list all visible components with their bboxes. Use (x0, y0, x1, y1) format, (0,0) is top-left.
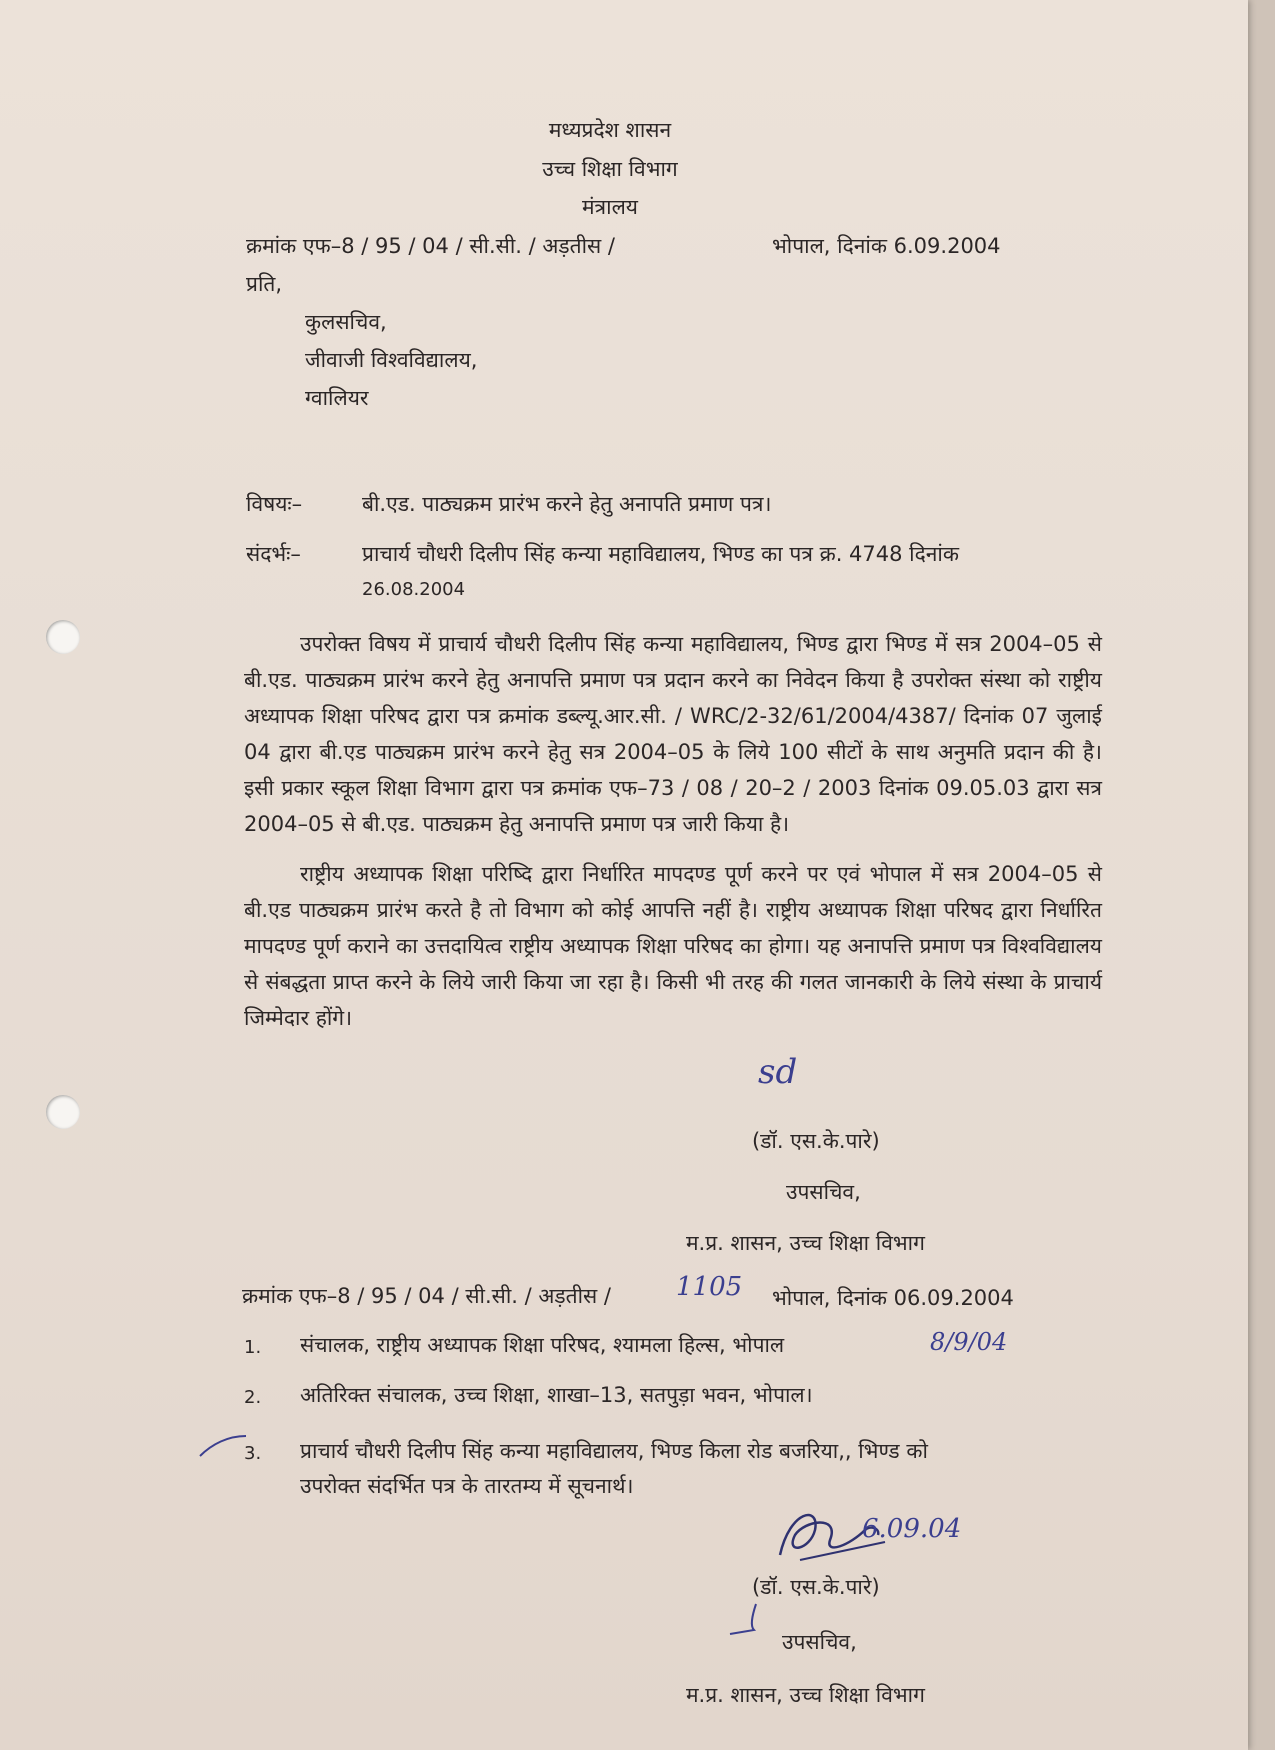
to-university: जीवाजी विश्वविद्यालय, (305, 348, 478, 372)
pen-initial-mark (726, 1600, 776, 1640)
copy-item-2-text: अतिरिक्त संचालक, उच्च शिक्षा, शाखा–13, सतपुड़ा भवन, भोपाल। (300, 1383, 813, 1407)
copy-item-3-num: 3. (244, 1443, 262, 1464)
subject-label: विषयः– (246, 492, 303, 516)
copy-item-1-text: संचालक, राष्ट्रीय अध्यापक शिक्षा परिषद, श्यामला हिल्स, भोपाल (300, 1333, 785, 1357)
handwritten-sign-date: 6.09.04 (862, 1514, 962, 1544)
subject-text: बी.एड. पाठ्यक्रम प्रारंभ करने हेतु अनापति प्रमाण पत्र। (362, 492, 772, 516)
handwritten-dispatch-no: 1105 (676, 1272, 743, 1302)
copy-place-date: भोपाल, दिनांक 06.09.2004 (772, 1286, 1014, 1310)
reference-text: प्राचार्य चौधरी दिलीप सिंह कन्या महाविद्यालय, भिण्ड का पत्र क्र. 4748 दिनांक (362, 542, 959, 566)
signatory1-dept: म.प्र. शासन, उच्च शिक्षा विभाग (686, 1231, 925, 1255)
copy-item-3-text: प्राचार्य चौधरी दिलीप सिंह कन्या महाविद्यालय, भिण्ड किला रोड बजरिया,, भिण्ड को (300, 1439, 928, 1463)
punch-hole-bottom (46, 1095, 80, 1129)
copy-ref-number: क्रमांक एफ–8 / 95 / 04 / सी.सी. / अड़तीस / (242, 1284, 611, 1308)
signatory2-dept: म.प्र. शासन, उच्च शिक्षा विभाग (686, 1683, 925, 1707)
paper-edge (1248, 0, 1275, 1750)
pen-tick-mark (198, 1430, 248, 1460)
punch-hole-top (46, 620, 80, 654)
to-prefix: प्रति, (246, 272, 283, 296)
body-paragraph-2: राष्ट्रीय अध्यापक शिक्षा परिष्दि द्वारा निर्धारित मापदण्ड पूर्ण करने पर एवं भोपाल में सत्र 2004–05 से बी.एड पाठ्यक्रम प्रारंभ करते है तो विभाग को कोई आपत्ति नहीं है। राष्ट्रीय अध्यापक शिक्षा परिषद द्वारा निर्धारित मापदण्ड पूर्ण कराने का उत्तदायित्व राष्ट्रीय अध्यापक शिक्षा परिषद का होगा। यह अनापत्ति प्रमाण पत्र विश्वविद्यालय से संबद्धता प्राप्त करने के लिये जारी किया जा रहा है। किसी भी तरह की गलत जानकारी के लिये संस्था के प्राचार्य जिम्मेदार होंगे। (244, 862, 1102, 1030)
ref-place-date: भोपाल, दिनांक 6.09.2004 (772, 234, 1001, 258)
body-paragraph-1: उपरोक्त विषय में प्राचार्य चौधरी दिलीप सिंह कन्या महाविद्यालय, भिण्ड द्वारा भिण्ड में सत्र 2004–05 से बी.एड. पाठ्यक्रम प्रारंभ करने हेतु अनापत्ति प्रमाण पत्र प्रदान करने का निवेदन किया है उपरोक्त संस्था को राष्ट्रीय अध्यापक शिक्षा परिषद द्वारा पत्र क्रमांक डब्ल्यू.आर.सी. / WRC/2-32/61/2004/4387/ दिनांक 07 जुलाई 04 द्वारा बी.एड पाठ्यक्रम प्रारंभ करने हेतु सत्र 2004–05 के लिये 100 सीटों के साथ अनुमति प्रदान की है। इसी प्रकार स्कूल शिक्षा विभाग द्वारा पत्र क्रमांक एफ–73 / 08 / 20–2 / 2003 दिनांक 09.05.03 द्वारा सत्र 2004–05 से बी.एड. पाठ्यक्रम हेतु अनापत्ति प्रमाण पत्र जारी किया है। (244, 632, 1102, 836)
handwritten-sd: sd (758, 1052, 798, 1092)
handwritten-date-note: 8/9/04 (930, 1328, 1008, 1356)
reference-label: संदर्भः– (246, 542, 301, 566)
header-govt: मध्यप्रदेश शासन (548, 118, 672, 142)
signatory1-name: (डॉ. एस.के.पारे) (752, 1129, 880, 1153)
signatory2-title: उपसचिव, (782, 1630, 857, 1654)
header-dept: उच्च शिक्षा विभाग (542, 157, 678, 181)
signatory2-name: (डॉ. एस.के.पारे) (752, 1575, 880, 1599)
copy-item-3-text-2: उपरोक्त संदर्भित पत्र के तारतम्य में सूचनार्थ। (300, 1474, 634, 1498)
to-registrar: कुलसचिव, (305, 310, 387, 334)
header-ministry: मंत्रालय (581, 195, 638, 219)
to-city: ग्वालियर (305, 386, 369, 410)
signatory1-title: उपसचिव, (786, 1180, 861, 1204)
copy-item-2-num: 2. (244, 1387, 262, 1408)
copy-item-1-num: 1. (244, 1337, 262, 1358)
letter-body (244, 626, 1102, 1050)
ref-number: क्रमांक एफ–8 / 95 / 04 / सी.सी. / अड़तीस / (246, 234, 615, 258)
reference-date: 26.08.2004 (362, 579, 466, 600)
